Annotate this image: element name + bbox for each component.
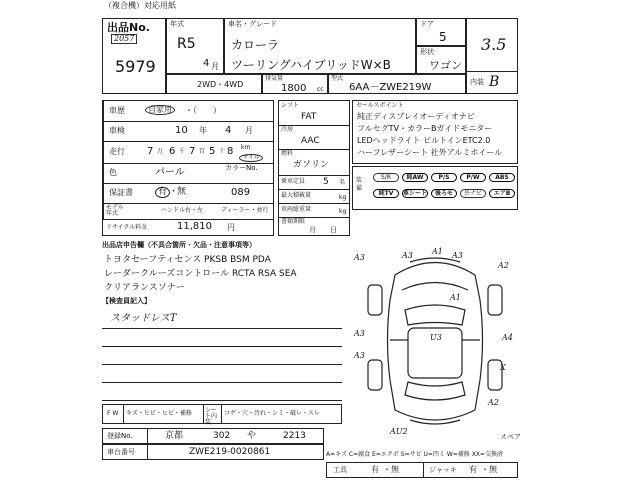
equip-rear-monitor: 後ろモ	[431, 189, 457, 198]
interior-grade: B	[489, 74, 500, 90]
registration-box	[102, 428, 324, 444]
category-value: 自家用	[145, 105, 175, 115]
equip-sr: S/R	[373, 173, 399, 182]
vin-label: 車台番号	[107, 448, 135, 456]
fuel-label: 燃料	[281, 150, 294, 157]
lot-box	[102, 18, 166, 94]
model-year-label: モデル年式	[106, 204, 124, 217]
fw-text: キズ・ヒビ・ヒビ・補修	[126, 410, 192, 417]
color-label: 色	[109, 168, 117, 177]
damage-scheme: A=キズ C=腐食 E=エクボ S=サビ U=凹ミ W=補修 XX=交換済	[326, 451, 503, 458]
year-box	[166, 18, 224, 74]
tools-label: 工具	[333, 466, 347, 474]
mark-roof: U3	[430, 333, 442, 342]
lot-number: 5979	[115, 57, 156, 76]
warranty-no: 無	[177, 187, 187, 197]
equip-airbag: エアB	[489, 189, 515, 198]
warranty-yes: 有	[155, 187, 170, 198]
jack-no: 無	[489, 465, 497, 474]
reg-kana: や	[247, 431, 257, 441]
remarks-line-1: レーダークルーズコントロール RCTA RSA SEA	[104, 269, 297, 279]
category-label: 車歴	[109, 106, 125, 115]
weight-label: 車両総重量	[281, 206, 312, 213]
mark-rear: AU2	[390, 427, 408, 436]
damage-box	[102, 404, 342, 424]
sales-line-2: LEDヘッドライト ビルトインETC2.0	[357, 136, 491, 145]
equip-alloy: 純AW	[402, 173, 428, 182]
mark-left-rear: A3	[354, 351, 365, 360]
warranty-sep: ・	[169, 187, 179, 197]
seats-label: 乗車定員	[281, 178, 306, 185]
recycle-value: 11,810	[177, 221, 212, 232]
inspector-note: スタッドレスT	[110, 313, 177, 324]
drive-box	[166, 74, 262, 94]
remarks-line-0: トヨタセーフティセンス PKSB BSM PDA	[104, 255, 271, 265]
interior-label: 内装	[470, 78, 484, 86]
tools-no: 無	[391, 465, 399, 474]
reg-area: 京都	[165, 431, 184, 441]
mark-front: A1	[432, 247, 443, 256]
expiry-label: 書類期限	[281, 218, 306, 225]
handle-label: ハンドル	[161, 207, 186, 214]
category-rest: ・（ ）	[185, 106, 221, 115]
dealer-label: ディーラー・並行	[221, 207, 269, 214]
recycle-label: リサイクル料金	[106, 224, 148, 231]
mileage-unit-2: 百	[199, 148, 206, 155]
equip-tv: 純TV	[373, 189, 399, 198]
equipment-box	[352, 166, 518, 210]
sales-label: セールスポイント	[356, 102, 404, 109]
equip-leather: 革シート	[403, 190, 428, 197]
lot-label: 出品No.	[107, 21, 150, 34]
mileage-label: 走行	[109, 147, 125, 156]
year-month: 4	[203, 58, 210, 69]
mile-label: マイル	[239, 154, 263, 162]
model-box	[328, 74, 466, 94]
mileage-unit-0: 万	[157, 148, 164, 155]
lot-sub: 2057	[111, 34, 137, 44]
mileage-digit-0: 7	[147, 146, 154, 157]
inspector-label: 【検査員記入】	[102, 297, 151, 305]
tools-box	[326, 462, 518, 478]
mark-right-front: A2	[498, 261, 509, 270]
reg-class: 302	[213, 431, 231, 441]
cc-unit: cc	[317, 86, 324, 93]
sales-line-3: ハーフレザーシート 社外アルミホイール	[357, 148, 503, 157]
mileage-digit-2: 7	[189, 146, 196, 157]
mileage-digit-3: 5	[209, 146, 216, 157]
handle-options: 右・左	[185, 207, 204, 214]
month-unit: 月	[211, 62, 219, 71]
fw-label: F W	[107, 410, 119, 417]
expiry-unit: 月 日	[309, 226, 337, 234]
shape-label: 形状	[420, 48, 434, 56]
tools-yes: 有	[371, 465, 379, 474]
vehicle-name: カローラ	[231, 38, 280, 52]
sales-line-0: 純正ディスプレイオーディオナビ	[357, 112, 475, 121]
displacement-label: 排気量	[265, 75, 284, 82]
warranty-label: 保証書	[109, 188, 133, 197]
vin-value: ZWE219-0020861	[189, 447, 271, 457]
color-value: パール	[155, 167, 185, 178]
ac-value: AAC	[301, 136, 320, 146]
doors-box	[416, 18, 466, 46]
history-table	[102, 100, 274, 236]
mark-left-door: A3	[354, 329, 365, 338]
doors-value: 5	[439, 30, 447, 44]
equip-abs: ABS	[489, 173, 515, 182]
seat-text: コゲ・穴・汚れ・シミ・破レ・スレ	[224, 410, 321, 417]
color-no: 089	[231, 187, 251, 198]
doors-label: ドア	[420, 20, 434, 28]
recycle-unit: 円	[227, 223, 235, 232]
mark-right-rear: A2	[488, 398, 499, 407]
mark-hood: A1	[450, 293, 461, 302]
load-label: 最大積載量	[281, 192, 312, 199]
inspection-month-unit: 月	[245, 126, 253, 135]
remarks-label: 出品店申告欄（不具合箇所・欠品・注意事項等）	[102, 241, 256, 249]
equipment-label: 装備	[356, 177, 363, 192]
mark-front-left: A3	[402, 251, 413, 260]
vin-box	[102, 444, 324, 460]
inspection-month: 4	[225, 125, 232, 136]
spare-label: スペア	[500, 433, 521, 441]
jack-yes: 有	[469, 465, 477, 474]
weight-unit: kg	[339, 208, 347, 215]
fuel-value: ガソリン	[293, 160, 330, 170]
reg-number: 2213	[283, 431, 306, 441]
model-label: 型式	[331, 75, 344, 82]
grade-score: 3.5	[481, 35, 507, 54]
mileage-digit-1: 6	[169, 146, 176, 157]
ac-label: 冷房	[281, 126, 294, 133]
jack-label: ジャッキ	[429, 466, 457, 474]
mark-right-rear-x: X	[500, 363, 506, 372]
mileage-unit-3: 十	[219, 148, 226, 155]
jack-sep: ・	[481, 465, 489, 474]
tools-sep: ・	[383, 465, 391, 474]
inspection-label: 車検	[109, 126, 125, 135]
shift-value: FAT	[301, 112, 317, 122]
color-no-label: カラーNo.	[225, 164, 258, 172]
shift-label: シフト	[281, 102, 300, 109]
year-era: R5	[177, 36, 196, 52]
mileage-unit-1: 千	[179, 148, 186, 155]
remarks-line-2: クリアランスソナー	[104, 283, 185, 293]
seats-value: 5	[323, 177, 329, 187]
reg-label: 登録No.	[107, 432, 133, 440]
seat-label: シート内装	[205, 407, 218, 426]
sales-points	[352, 100, 518, 164]
sales-line-1: フルセグTV・カラーBガイドモニター	[357, 124, 493, 133]
name-label: 車名・グレード	[228, 20, 277, 28]
equip-ps: P/S	[431, 173, 457, 182]
seats-unit: 名	[339, 179, 346, 186]
mark-right-door: A4	[502, 333, 513, 342]
mileage-digit-4: 8	[227, 146, 234, 157]
displacement-box	[262, 74, 328, 94]
name-box	[224, 18, 416, 74]
inspection-year-unit: 年	[199, 126, 207, 135]
inspection-year: 10	[175, 125, 188, 136]
drive-options: 2WD・4WD	[197, 80, 244, 89]
mark-left-front: A3	[354, 253, 365, 262]
load-unit: kg	[339, 194, 347, 201]
header-note: （複合機）対応用紙	[104, 1, 176, 10]
shape-value: ワゴン	[429, 59, 462, 72]
vehicle-grade: ツーリングハイブリッドW×B	[231, 58, 391, 72]
shape-box	[416, 46, 466, 74]
mark-front-right: A3	[452, 251, 463, 260]
equip-pw: P/W	[460, 173, 486, 182]
year-label: 年式	[170, 20, 184, 28]
spec-table	[278, 100, 350, 236]
mileage-unit: km	[241, 144, 251, 151]
displacement-value: 1800	[281, 83, 307, 94]
car-diagram	[350, 240, 520, 440]
grade-box	[466, 18, 518, 94]
model-value: 6AA－ZWE219W	[349, 82, 432, 93]
equip-aftermarket-navi: 外ナビ	[460, 189, 486, 198]
